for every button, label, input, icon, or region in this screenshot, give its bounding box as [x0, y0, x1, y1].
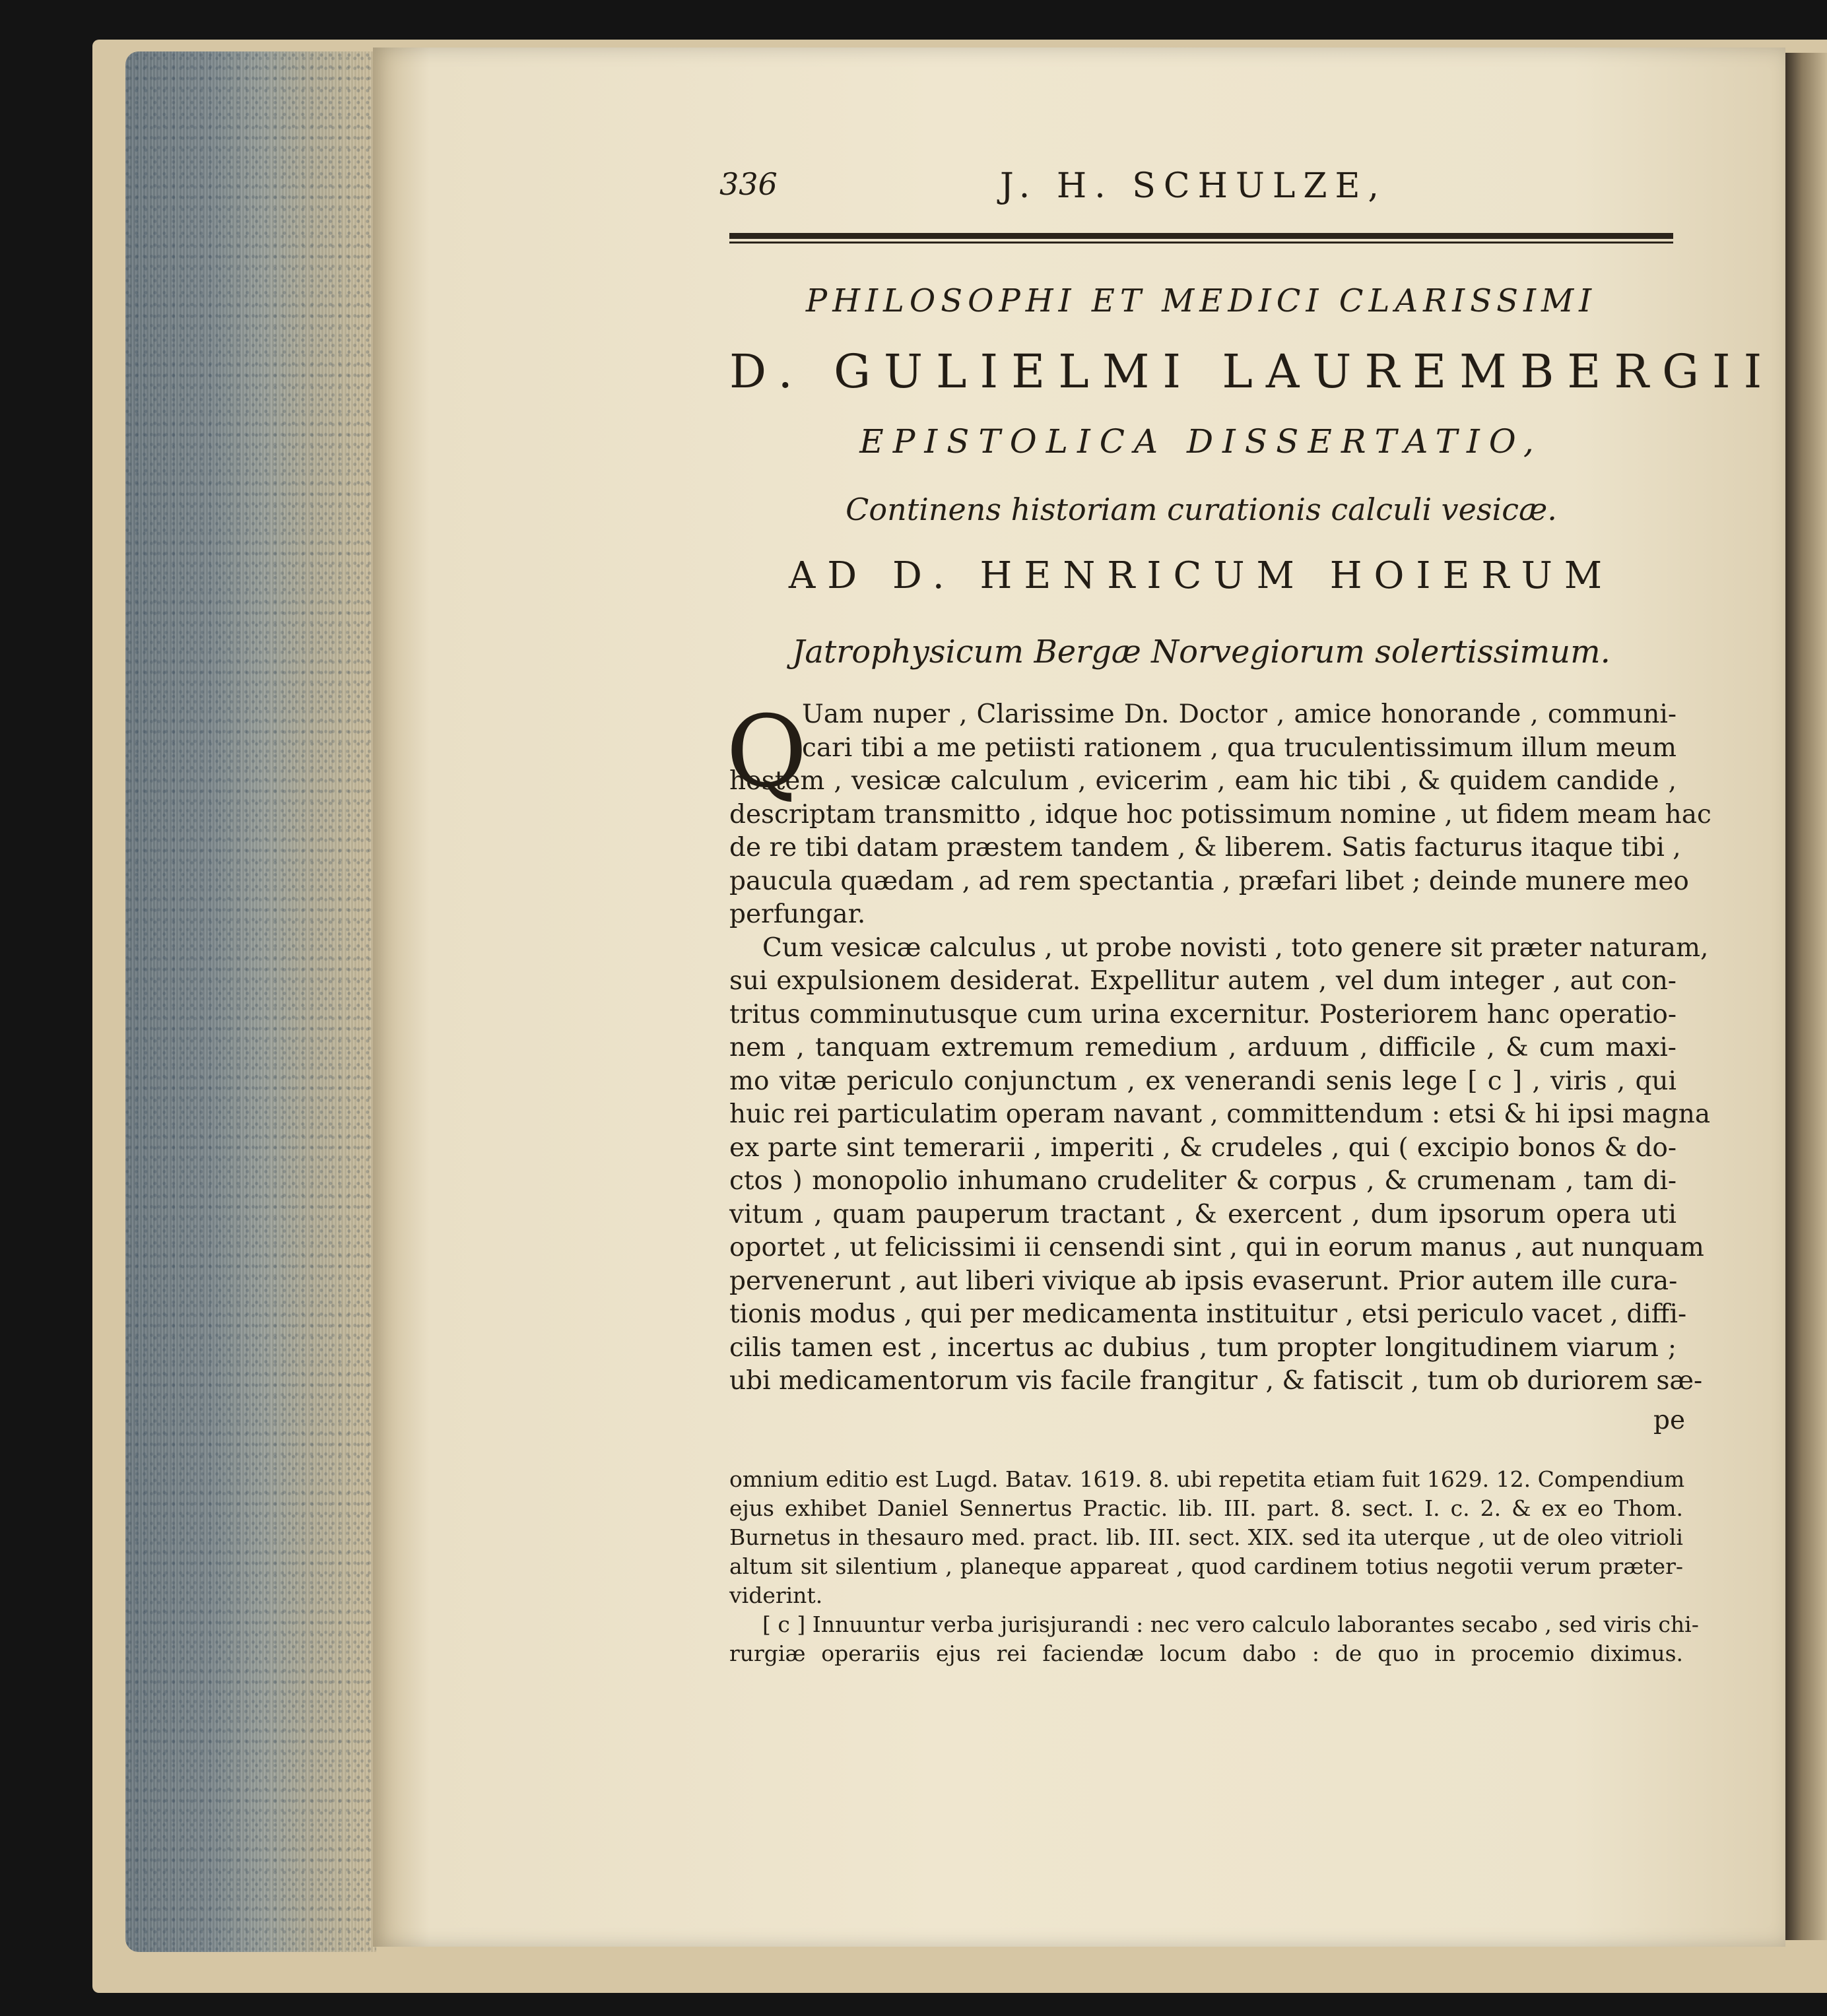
- footnote-line: rurgiæ operariis ejus rei faciendæ locum dabo : de quo in procemio diximus.: [729, 1641, 1683, 1666]
- footnote-line: ejus exhibet Daniel Sennertus Practic. lib. III. part. 8. sect. I. c. 2. & ex eo Thom.: [729, 1495, 1683, 1521]
- footnote-line: altum sit silentium , planeque appareat , quod cardinem totius negotii verum præter-: [729, 1553, 1683, 1579]
- body-line: cilis tamen est , incertus ac dubius , tum propter longitudinem viarum ;: [729, 1332, 1677, 1363]
- body-line: cari tibi a me petiisti rationem , qua truculentissimum illum meum: [802, 732, 1677, 763]
- title-line-1: PHILOSOPHI ET MEDICI CLARISSIMI: [805, 282, 1597, 319]
- body-line: tritus comminutusque cum urina excernitur. Posteriorem hanc operatio-: [729, 999, 1677, 1029]
- title-line-3: EPISTOLICA DISSERTATIO,: [859, 422, 1543, 461]
- page-header: [719, 166, 1677, 219]
- body-line: paucula quædam , ad rem spectantia , præfari libet ; deinde munere meo: [729, 866, 1689, 896]
- title-line-5: AD D. HENRICUM HOIERUM: [788, 554, 1614, 597]
- footnote-line: Burnetus in thesauro med. pract. lib. III. sect. XIX. sed ita uterque , ut de oleo vitrioli: [729, 1524, 1683, 1550]
- body-line: de re tibi datam præstem tandem , & liberem. Satis facturus itaque tibi ,: [729, 833, 1681, 862]
- body-line: ex parte sint temerarii , imperiti , & crudeles , qui ( excipio bonos & do-: [729, 1132, 1677, 1163]
- title-line-4: Continens historiam curationis calculi vesicæ.: [846, 492, 1557, 527]
- body-line: sui expulsionem desiderat. Expellitur autem , vel dum integer , aut con-: [729, 966, 1677, 996]
- body-line: ubi medicamentorum vis facile frangitur , & fatiscit , tum ob duriorem sæ-: [729, 1366, 1703, 1396]
- body-line: ctos ) monopolio inhumano crudeliter & corpus , & crumenam , tam di-: [729, 1166, 1677, 1196]
- drop-cap: Q: [726, 695, 807, 810]
- catchword: pe: [1653, 1406, 1686, 1435]
- footnote-line: [ c ] Innuuntur verba jurisjurandi : nec vero calculo laborantes secabo , sed viris chi-: [762, 1611, 1699, 1637]
- body-line: hostem , vesicæ calculum , evicerim , eam hic tibi , & quidem candide ,: [729, 766, 1677, 796]
- header-rule-thin: [729, 242, 1673, 244]
- footnotes: [729, 1466, 1699, 1677]
- running-head: J. H. SCHULZE,: [1000, 166, 1387, 206]
- body-line: vitum , quam pauperum tractant , & exercent , dum ipsorum opera uti: [729, 1199, 1677, 1229]
- body-line: descriptam transmitto , idque hoc potissimum nomine , ut fidem meam hac: [729, 799, 1711, 829]
- body-line: pervenerunt , aut liberi vivique ab ipsis evaserunt. Prior autem ille cura-: [729, 1266, 1678, 1296]
- facing-page-edge: [1785, 53, 1827, 1940]
- body-text: [729, 699, 1711, 1439]
- body-line: nem , tanquam extremum remedium , arduum , difficile , & cum maxi-: [729, 1033, 1677, 1062]
- body-line: perfungar.: [729, 899, 866, 929]
- body-line: huic rei particulatim operam navant , committendum : etsi & hi ipsi magna: [729, 1099, 1711, 1129]
- body-line: mo vitæ periculo conjunctum , ex venerandi senis lege [ c ] , viris , qui: [729, 1066, 1677, 1096]
- body-line: Cum vesicæ calculus , ut probe novisti , toto genere sit præter naturam,: [762, 932, 1709, 963]
- footnote-line: omnium editio est Lugd. Batav. 1619. 8. ubi repetita etiam fuit 1629. 12. Compendium: [729, 1466, 1685, 1492]
- title-line-6: Jatrophysicum Bergæ Norvegiorum solertissimum.: [792, 634, 1611, 670]
- body-line: tionis modus , qui per medicamenta instituitur , etsi periculo vacet , diffi-: [729, 1299, 1687, 1329]
- page-number: 336: [719, 166, 778, 202]
- body-line: oportet , ut felicissimi ii censendi sint , qui in eorum manus , aut nunquam: [729, 1233, 1704, 1262]
- body-line: Uam nuper , Clarissime Dn. Doctor , amice honorande , communi-: [802, 699, 1677, 729]
- edge-speckle: [125, 51, 376, 1952]
- page-edges: [125, 51, 376, 1952]
- title-line-2: D. GULIELMI LAUREMBERGII: [729, 344, 1776, 399]
- header-rule-thick: [729, 233, 1673, 239]
- footnote-line: viderint.: [729, 1582, 823, 1608]
